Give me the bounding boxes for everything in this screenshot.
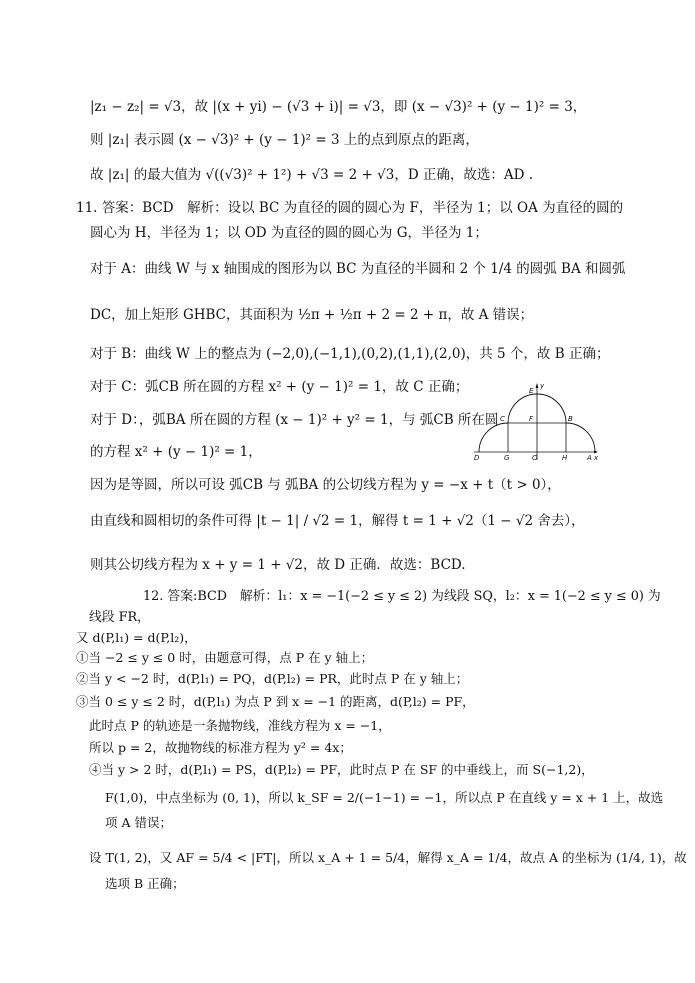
- text-line-7: DC，加上矩形 GHBC，其面积为 ½π + ½π + 2 = 2 + π，故 A 错误；: [90, 307, 534, 323]
- text-line-18: ①当 −2 ≤ y ≤ 0 时，由题意可得，点 P 在 y 轴上；: [76, 650, 374, 665]
- text-line-25: 项 A 错误；: [105, 815, 172, 830]
- label-f: F: [529, 415, 534, 423]
- label-x: x: [594, 454, 599, 462]
- text-line-6: 对于 A：曲线 W 与 x 轴围成的图形为以 BC 为直径的半圆和 2 个 1/4 的圆弧 BA 和圆弧: [90, 261, 626, 277]
- text-line-26: 设 T(1, 2)，又 AF = 5/4 < |FT|，所以 x_A + 1 = 5/4，解得 x_A = 1/4，故点 A 的坐标为 (1/4, 1)，故: [89, 850, 687, 865]
- text-line-10: 对于 D：，弧BA 所在圆的方程 (x − 1)² + y² = 1，与 弧CB 所在圆: [90, 412, 499, 428]
- text-line-5: 圆心为 H，半径为 1；以 OD 为直径的圆的圆心为 G，半径为 1；: [90, 225, 488, 241]
- label-h: H: [562, 454, 568, 462]
- label-g: G: [504, 454, 510, 462]
- text-line-3: 故 |z₁| 的最大值为 √((√3)² + 1²) + √3 = 2 + √3，D 正确，故选：AD .: [90, 167, 534, 183]
- text-line-19: ②当 y < −2 时，d(P,l₁) = PQ，d(P,l₂) = PR，此时点 P 在 y 轴上；: [76, 671, 469, 686]
- label-o: O: [532, 454, 538, 462]
- text-line-1: |z₁ − z₂| = √3，故 |(x + yi) − (√3 + i)| = √3，即 (x − √3)² + (y − 1)² = 3，: [90, 99, 587, 115]
- arc-dc: [479, 423, 508, 452]
- arc-ba: [566, 423, 595, 452]
- text-line-15: 12. 答案:BCD 解析：l₁：x = −1(−2 ≤ y ≤ 2) 为线段 SQ，l₂：x = 1(−2 ≤ y ≤ 0) 为: [143, 589, 661, 604]
- text-line-16: 线段 FR，: [89, 610, 150, 625]
- text-line-2: 则 |z₁| 表示圆 (x − √3)² + (y − 1)² = 3 上的点到原点的距离，: [90, 132, 479, 148]
- text-line-11: 的方程 x² + (y − 1)² = 1，: [90, 444, 262, 460]
- text-line-12: 因为是等圆，所以可设 弧CB 与 弧BA 的公切线方程为 y = −x + t（t > 0），: [90, 477, 561, 493]
- label-e: E: [529, 387, 534, 395]
- y-axis-arrow: [536, 383, 539, 388]
- text-line-27: 选项 B 正确；: [105, 876, 185, 891]
- curve-w-figure: [470, 380, 600, 464]
- label-c: C: [500, 415, 505, 423]
- text-line-17: 又 d(P,l₁) = d(P,l₂)，: [76, 630, 197, 645]
- text-line-8: 对于 B：曲线 W 上的整点为 (−2,0),(−1,1),(0,2),(1,1),(2,0)，共 5 个，故 B 正确；: [90, 346, 610, 362]
- label-y: y: [540, 382, 545, 390]
- text-line-14: 则其公切线方程为 x + y = 1 + √2，故 D 正确．故选：BCD.: [90, 557, 466, 573]
- text-line-24: F(1,0)，中点坐标为 (0, 1)，所以 k_SF = 2/(−1−1) = −1，所以点 P 在直线 y = x + 1 上，故选: [105, 790, 664, 805]
- label-b: B: [568, 415, 573, 423]
- text-line-23: ④当 y > 2 时，d(P,l₁) = PS，d(P,l₂) = PF，此时点 P 在 SF 的中垂线上，而 S(−1,2)，: [89, 762, 594, 777]
- text-line-22: 所以 p = 2，故抛物线的标准方程为 y² = 4x；: [89, 740, 352, 755]
- text-line-9: 对于 C：弧CB 所在圆的方程 x² + (y − 1)² = 1，故 C 正确；: [90, 379, 469, 395]
- text-line-13: 由直线和圆相切的条件可得 |t − 1| / √2 = 1，解得 t = 1 + √2（1 − √2 舍去），: [90, 513, 585, 529]
- label-a: A: [587, 454, 592, 462]
- text-line-4: 11. 答案：BCD 解析：设以 BC 为直径的圆的圆心为 F，半径为 1；以 OA 为直径的圆的: [76, 200, 624, 216]
- label-d: D: [474, 454, 480, 462]
- text-line-20: ③当 0 ≤ y ≤ 2 时，d(P,l₁) 为点 P 到 x = −1 的距离，d(P,l₂) = PF，: [76, 694, 475, 709]
- text-line-21: 此时点 P 的轨迹是一条抛物线，准线方程为 x = −1，: [89, 718, 391, 733]
